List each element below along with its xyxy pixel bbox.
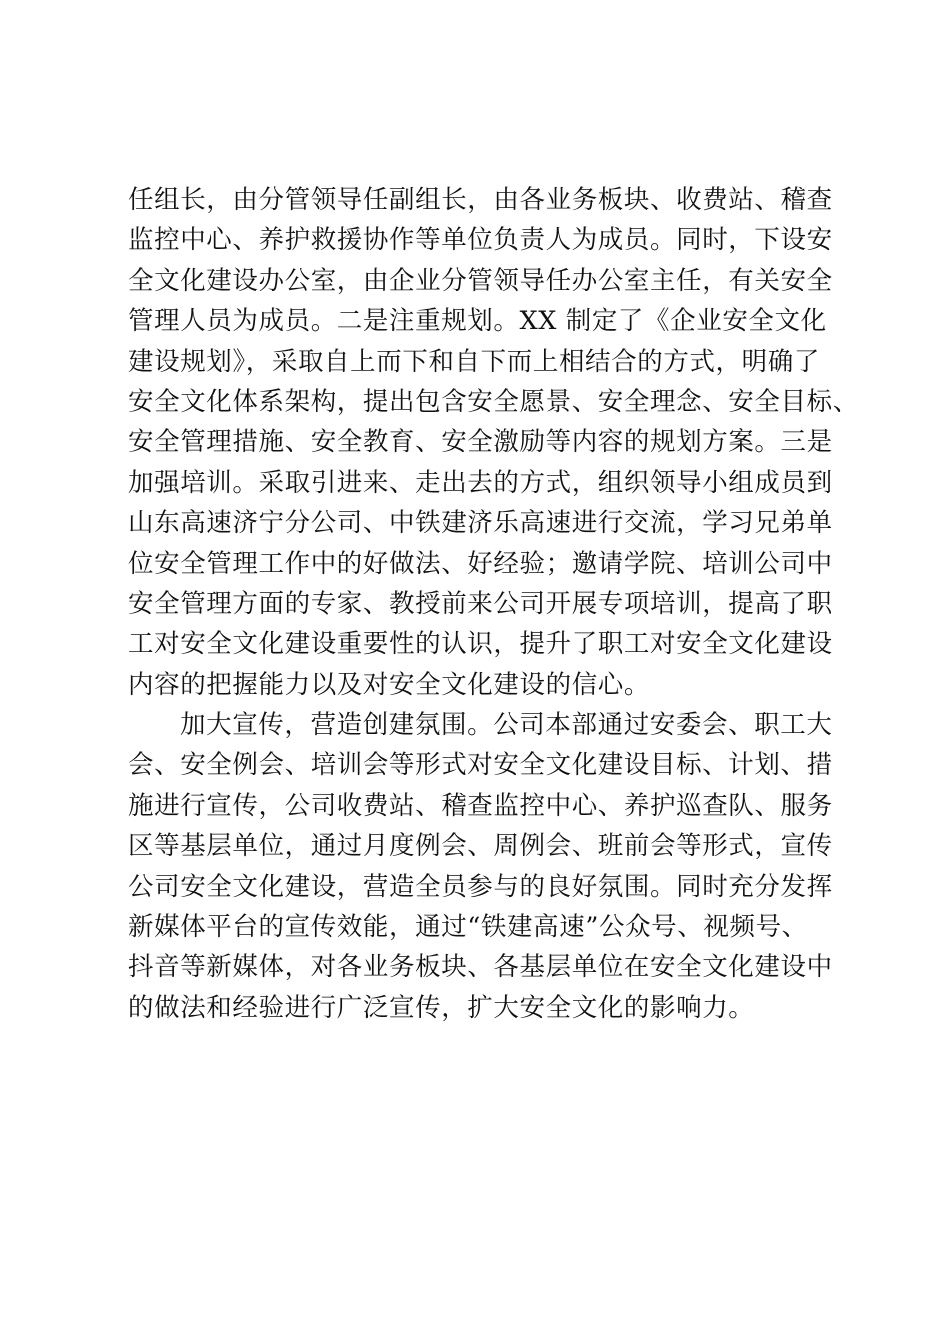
text-line: 施进行宣传，公司收费站、稽查监控中心、养护巡查队、服务: [128, 790, 833, 821]
text-line: 新媒体平台的宣传效能，通过“铁建高速”公众号、视频号、: [128, 912, 808, 943]
text-line: 建设规划》，采取自上而下和自下而上相结合的方式，明确了: [128, 346, 820, 377]
text-line: 区等基层单位，通过月度例会、周例会、班前会等形式，宣传: [128, 831, 833, 862]
text-line: 安全管理措施、安全教育、安全激励等内容的规划方案。三是: [128, 427, 833, 458]
text-line: 山东高速济宁分公司、中铁建济乐高速进行交流，学习兄弟单: [128, 508, 833, 539]
text-line: 安全文化体系架构，提出包含安全愿景、安全理念、安全目标、: [128, 386, 859, 417]
text-line: 管理人员为成员。二是注重规划。XX 制定了《企业安全文化: [128, 306, 827, 337]
text-line: 全文化建设办公室，由企业分管领导任办公室主任，有关安全: [128, 265, 833, 296]
text-line: 内容的把握能力以及对安全文化建设的信心。: [128, 669, 651, 700]
text-line: 抖音等新媒体，对各业务板块、各基层单位在安全文化建设中: [128, 952, 833, 983]
text-line: 会、安全例会、培训会等形式对安全文化建设目标、计划、措: [128, 750, 833, 781]
paragraph-2: [128, 705, 833, 1028]
paragraph-1: [128, 180, 859, 705]
text-line: 公司安全文化建设，营造全员参与的良好氛围。同时充分发挥: [128, 871, 833, 902]
text-line-first: 加大宣传，营造创建氛围。公司本部通过安委会、职工大: [180, 710, 833, 741]
text-line: 位安全管理工作中的好做法、好经验；邀请学院、培训公司中: [128, 548, 833, 579]
text-line: 任组长，由分管领导任副组长，由各业务板块、收费站、稽查: [128, 185, 833, 215]
text-line: 监控中心、养护救援协作等单位负责人为成员。同时，下设安: [128, 225, 833, 256]
document-body: [128, 180, 859, 1028]
text-line: 安全管理方面的专家、教授前来公司开展专项培训，提高了职: [128, 588, 833, 619]
text-line: 工对安全文化建设重要性的认识，提升了职工对安全文化建设: [128, 629, 833, 660]
text-line: 加强培训。采取引进来、走出去的方式，组织领导小组成员到: [128, 467, 833, 498]
text-line: 的做法和经验进行广泛宣传，扩大安全文化的影响力。: [128, 992, 755, 1023]
